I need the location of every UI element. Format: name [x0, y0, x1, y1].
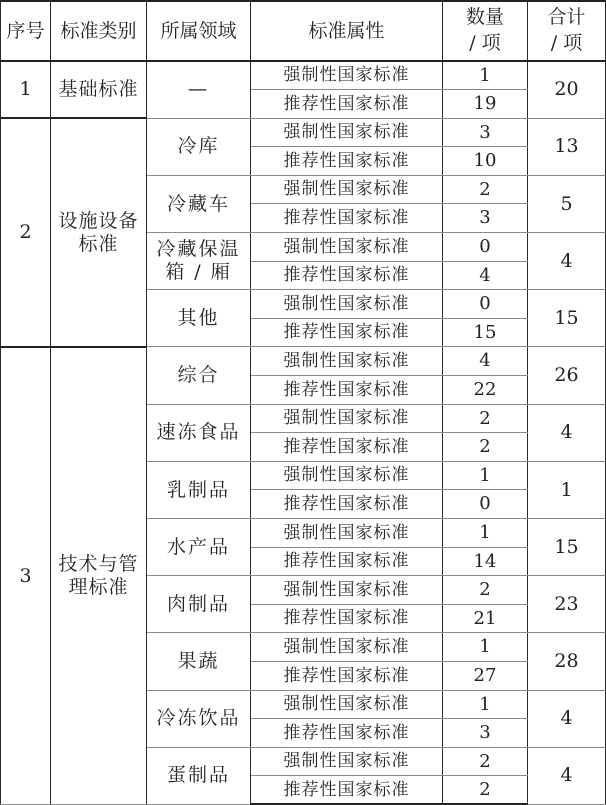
count-cell: 10	[443, 147, 528, 176]
table-row	[1, 118, 606, 147]
attribute-cell: 推荐性国家标准	[251, 661, 443, 690]
domain-cell: 冷藏保温箱 / 厢	[147, 233, 251, 290]
total-cell: 23	[528, 576, 606, 633]
domain-cell: 冷藏车	[147, 175, 251, 232]
attribute-cell: 强制性国家标准	[251, 461, 443, 490]
domain-cell: 果蔬	[147, 633, 251, 690]
attribute-cell: 推荐性国家标准	[251, 604, 443, 633]
domain-cell: 肉制品	[147, 576, 251, 633]
attribute-cell: 强制性国家标准	[251, 576, 443, 605]
header-seq: 序号	[1, 1, 51, 61]
count-cell: 1	[443, 633, 528, 662]
count-cell: 3	[443, 118, 528, 147]
attribute-cell: 强制性国家标准	[251, 690, 443, 719]
domain-cell: —	[147, 61, 251, 118]
header-attribute: 标准属性	[251, 1, 443, 61]
attribute-cell: 强制性国家标准	[251, 404, 443, 433]
total-cell: 26	[528, 347, 606, 404]
attribute-cell: 强制性国家标准	[251, 175, 443, 204]
domain-cell: 其他	[147, 290, 251, 347]
table-row	[1, 61, 606, 90]
attribute-cell: 推荐性国家标准	[251, 719, 443, 748]
count-cell: 1	[443, 519, 528, 548]
count-cell: 15	[443, 318, 528, 347]
count-cell: 21	[443, 604, 528, 633]
total-cell: 15	[528, 519, 606, 576]
count-cell: 2	[443, 433, 528, 462]
attribute-cell: 推荐性国家标准	[251, 318, 443, 347]
domain-cell: 水产品	[147, 519, 251, 576]
table-row	[1, 347, 606, 376]
count-cell: 22	[443, 376, 528, 405]
header-category: 标准类别	[51, 1, 147, 61]
attribute-cell: 推荐性国家标准	[251, 547, 443, 576]
total-cell: 13	[528, 118, 606, 175]
attribute-cell: 强制性国家标准	[251, 118, 443, 147]
count-cell: 14	[443, 547, 528, 576]
count-cell: 3	[443, 204, 528, 233]
seq-cell: 1	[1, 61, 51, 118]
total-cell: 28	[528, 633, 606, 690]
count-cell: 4	[443, 261, 528, 290]
header-domain: 所属领域	[147, 1, 251, 61]
attribute-cell: 强制性国家标准	[251, 290, 443, 319]
header-row	[1, 1, 606, 61]
total-cell: 4	[528, 233, 606, 290]
total-cell: 4	[528, 690, 606, 747]
attribute-cell: 强制性国家标准	[251, 747, 443, 776]
total-cell: 4	[528, 404, 606, 461]
attribute-cell: 推荐性国家标准	[251, 147, 443, 176]
header-count-line1: 数量	[465, 6, 504, 29]
count-cell: 0	[443, 490, 528, 519]
domain-cell: 冷冻饮品	[147, 690, 251, 747]
attribute-cell: 强制性国家标准	[251, 61, 443, 90]
count-cell: 1	[443, 61, 528, 90]
count-cell: 27	[443, 661, 528, 690]
count-cell: 0	[443, 233, 528, 262]
total-cell: 1	[528, 461, 606, 518]
total-cell: 20	[528, 61, 606, 118]
total-cell: 15	[528, 290, 606, 347]
attribute-cell: 推荐性国家标准	[251, 204, 443, 233]
domain-cell: 速冻食品	[147, 404, 251, 461]
count-cell: 4	[443, 347, 528, 376]
attribute-cell: 推荐性国家标准	[251, 776, 443, 805]
domain-cell: 乳制品	[147, 461, 251, 518]
category-cell: 设施设备标准	[51, 118, 147, 347]
header-total	[528, 1, 606, 61]
count-cell: 2	[443, 747, 528, 776]
count-cell: 2	[443, 404, 528, 433]
count-cell: 2	[443, 175, 528, 204]
count-cell: 2	[443, 776, 528, 805]
seq-cell: 2	[1, 118, 51, 347]
attribute-cell: 强制性国家标准	[251, 633, 443, 662]
attribute-cell: 推荐性国家标准	[251, 261, 443, 290]
category-cell: 技术与管理标准	[51, 347, 147, 805]
table-body	[1, 61, 606, 804]
count-cell: 3	[443, 719, 528, 748]
count-cell: 2	[443, 576, 528, 605]
domain-cell: 综合	[147, 347, 251, 404]
count-cell: 1	[443, 461, 528, 490]
attribute-cell: 强制性国家标准	[251, 347, 443, 376]
total-cell: 4	[528, 747, 606, 804]
header-count	[443, 1, 528, 61]
attribute-cell: 强制性国家标准	[251, 519, 443, 548]
seq-cell: 3	[1, 347, 51, 805]
category-cell: 基础标准	[51, 61, 147, 118]
attribute-cell: 推荐性国家标准	[251, 90, 443, 119]
count-cell: 1	[443, 690, 528, 719]
total-cell: 5	[528, 175, 606, 232]
domain-cell: 蛋制品	[147, 747, 251, 804]
header-total-line2: / 项	[550, 32, 583, 54]
domain-cell: 冷库	[147, 118, 251, 175]
count-cell: 0	[443, 290, 528, 319]
header-count-line2: / 项	[469, 32, 501, 54]
header-total-line1: 合计	[547, 6, 586, 29]
attribute-cell: 强制性国家标准	[251, 233, 443, 262]
attribute-cell: 推荐性国家标准	[251, 490, 443, 519]
count-cell: 19	[443, 90, 528, 119]
attribute-cell: 推荐性国家标准	[251, 376, 443, 405]
attribute-cell: 推荐性国家标准	[251, 433, 443, 462]
